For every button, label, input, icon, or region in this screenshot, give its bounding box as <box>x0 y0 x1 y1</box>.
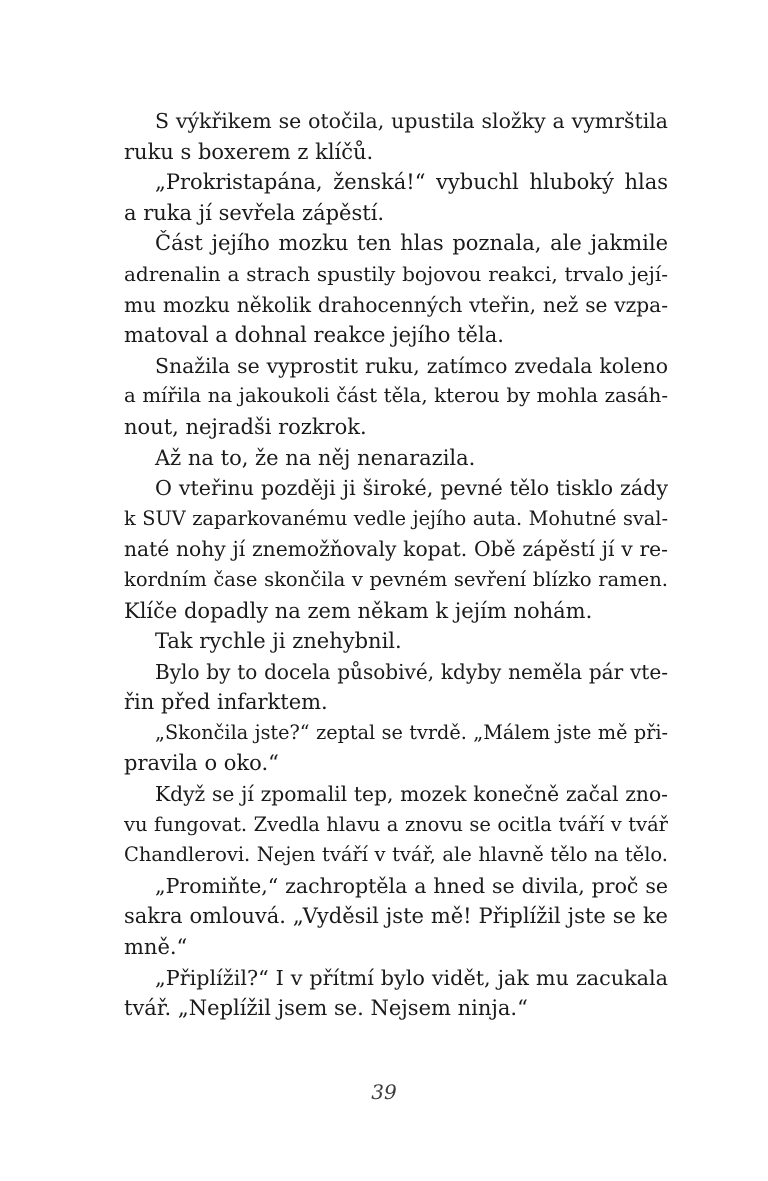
text-line: pravila o oko.“ <box>124 751 279 776</box>
text-line: mu mozku několik drahocenných vteřin, než se vzpa- <box>124 292 668 317</box>
text-line: Část jejího mozku ten hlas poznala, ale jakmile <box>155 231 668 256</box>
text-line: Chandlerovi. Nejen tváří v tvář, ale hlavně tělo na tělo. <box>124 843 668 867</box>
text-line: nout, nejradši rozkrok. <box>124 414 367 439</box>
text-line: S výkřikem se otočila, upustila složky a vymrštila <box>155 109 668 133</box>
text-line: sakra omlouvá. „Vyděsil jste mě! Připlížil jste se ke <box>124 904 668 929</box>
text-line: vu fungovat. Zvedla hlavu a znovu se ocitla tváří v tvář <box>124 812 668 836</box>
text-line: tvář. „Neplížil jsem se. Nejsem ninja.“ <box>124 996 528 1021</box>
page-number: 39 <box>371 1080 397 1104</box>
text-line: „Skončila jste?“ zeptal se tvrdě. „Málem jste mě při- <box>155 720 668 744</box>
text-line: adrenalin a strach spustily bojovou reakci, trvalo její- <box>124 261 668 286</box>
text-line: „Promiňte,“ zachroptěla a hned se divila, proč se <box>155 873 668 898</box>
text-line: Klíče dopadly na zem někam k jejím nohám. <box>124 598 593 623</box>
text-line: a mířila na jakoukoli část těla, kterou by mohla zasáh- <box>124 384 668 408</box>
text-line: naté nohy jí znemožňovaly kopat. Obě zápěstí jí v re- <box>124 537 668 562</box>
text-line: „Připlížil?“ I v přítmí bylo vidět, jak mu zacukala <box>155 965 668 990</box>
text-line: k SUV zaparkovanému vedle jejího auta. Mohutné sval- <box>124 506 668 530</box>
text-line: a ruka jí sevřela zápěstí. <box>124 200 385 225</box>
text-line: Když se jí zpomalil tep, mozek konečně začal zno- <box>155 782 668 807</box>
text-line: O vteřinu později ji široké, pevné tělo tisklo zády <box>155 476 668 501</box>
text-line: řin před infarktem. <box>124 690 328 715</box>
text-line: mně.“ <box>124 935 188 960</box>
body-text <box>124 106 668 1024</box>
text-line: matoval a dohnal reakce jejího těla. <box>124 323 504 348</box>
text-line: „Prokristapána, ženská!“ vybuchl hluboký hlas <box>155 170 668 195</box>
text-line: Až na to, že na něj nenarazila. <box>155 445 476 470</box>
text-line: kordním čase skončila v pevném sevření blízko ramen. <box>124 567 668 591</box>
text-line: Snažila se vyprostit ruku, zatímco zvedala koleno <box>155 353 668 378</box>
text-line: Tak rychle ji znehybnil. <box>155 629 402 654</box>
text-line: ruku s boxerem z klíčů. <box>124 139 374 164</box>
text-line: Bylo by to docela působivé, kdyby neměla pár vte- <box>155 659 668 684</box>
